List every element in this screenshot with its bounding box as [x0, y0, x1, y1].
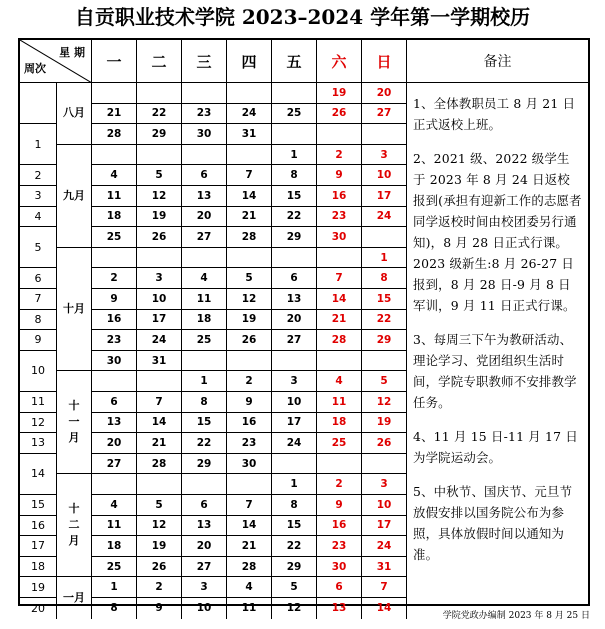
calendar-day: 19	[137, 536, 182, 557]
calendar-day: 19	[317, 83, 362, 104]
calendar-day: 29	[272, 557, 317, 578]
calendar-day: 7	[227, 495, 272, 516]
calendar-day: 14	[362, 598, 407, 619]
remark-item: 4、11 月 15 日-11 月 17 日为学院运动会。	[413, 429, 578, 466]
calendar-day: 15	[182, 413, 227, 434]
remark-item: 2、2021 级、2022 级学生于 2023 年 8 月 24 日返校报到(承担有迎新工作的志愿者同学返校时间由校团委另行通知)，8 月 28 日正式行课。2023 级新生:8 月 26-27 日报到，8 月 28 日-9 月 8 日军训，9 月 11 日正式行课。	[413, 151, 582, 314]
calendar-day: 8	[272, 495, 317, 516]
calendar-day: 22	[362, 310, 407, 331]
calendar-day	[182, 83, 227, 104]
calendar-day	[272, 248, 317, 269]
calendar-day: 12	[227, 289, 272, 310]
calendar-day: 4	[92, 495, 137, 516]
remark-item: 5、中秋节、国庆节、元旦节放假安排以国务院公布为参照，具体放假时间以通知为准。	[413, 484, 573, 563]
calendar-day: 9	[317, 495, 362, 516]
remarks-header: 备注	[407, 40, 588, 83]
week-number: 19	[20, 577, 57, 598]
calendar-day: 16	[317, 516, 362, 537]
calendar-day: 21	[92, 104, 137, 125]
calendar-day: 12	[362, 392, 407, 413]
week-number: 3	[20, 186, 57, 207]
calendar-day: 26	[362, 433, 407, 454]
page-title: 自贡职业技术学院 2023–2024 学年第一学期校历	[74, 5, 531, 29]
calendar-day: 28	[227, 557, 272, 578]
corner-weekday-label: 星 期	[59, 46, 85, 59]
calendar-day: 30	[227, 454, 272, 475]
calendar-day: 5	[137, 165, 182, 186]
calendar-day: 6	[317, 577, 362, 598]
weekday-header: 五	[272, 40, 317, 83]
calendar-day: 21	[227, 207, 272, 228]
calendar-day: 7	[317, 268, 362, 289]
week-number: 15	[20, 495, 57, 516]
calendar-day	[317, 124, 362, 145]
calendar-day: 14	[227, 516, 272, 537]
week-number: 14	[20, 454, 57, 495]
week-number: 12	[20, 413, 57, 434]
month-label: 十月	[57, 248, 92, 372]
week-number: 8	[20, 310, 57, 331]
calendar-day	[137, 145, 182, 166]
calendar-day: 15	[272, 186, 317, 207]
calendar-day: 23	[182, 104, 227, 125]
calendar-day: 8	[272, 165, 317, 186]
calendar-day: 3	[182, 577, 227, 598]
calendar-day: 26	[137, 557, 182, 578]
calendar-day: 24	[227, 104, 272, 125]
calendar-day: 19	[227, 310, 272, 331]
calendar-day: 1	[92, 577, 137, 598]
week-number: 1	[20, 124, 57, 165]
calendar-day: 25	[92, 227, 137, 248]
calendar-day: 27	[182, 557, 227, 578]
calendar-day: 11	[317, 392, 362, 413]
calendar-day: 17	[362, 186, 407, 207]
calendar-table	[18, 38, 590, 615]
calendar-day: 20	[92, 433, 137, 454]
calendar-day: 4	[92, 165, 137, 186]
calendar-day: 17	[137, 310, 182, 331]
calendar-day: 3	[362, 474, 407, 495]
calendar-day	[92, 371, 137, 392]
week-number: 2	[20, 165, 57, 186]
weekday-header: 四	[227, 40, 272, 83]
calendar-day: 12	[272, 598, 317, 619]
calendar-day: 23	[227, 433, 272, 454]
calendar-day: 30	[317, 227, 362, 248]
month-label: 九月	[57, 145, 92, 248]
calendar-day: 15	[272, 516, 317, 537]
calendar-day	[362, 124, 407, 145]
week-number: 16	[20, 516, 57, 537]
calendar-day: 23	[92, 330, 137, 351]
calendar-day	[227, 145, 272, 166]
calendar-day: 30	[92, 351, 137, 372]
calendar-day	[362, 351, 407, 372]
calendar-day: 7	[362, 577, 407, 598]
calendar-day	[317, 351, 362, 372]
calendar-day: 28	[317, 330, 362, 351]
calendar-day: 20	[182, 536, 227, 557]
calendar-day	[182, 145, 227, 166]
calendar-day: 5	[362, 371, 407, 392]
week-number: 11	[20, 392, 57, 413]
calendar-day	[137, 371, 182, 392]
calendar-day: 29	[182, 454, 227, 475]
weekday-header: 一	[92, 40, 137, 83]
calendar-day: 28	[92, 124, 137, 145]
calendar-day: 9	[227, 392, 272, 413]
calendar-day: 19	[137, 207, 182, 228]
calendar-day	[362, 227, 407, 248]
remark-item: 1、全体教职员工 8 月 21 日正式返校上班。	[413, 96, 576, 133]
calendar-day: 9	[317, 165, 362, 186]
calendar-day	[92, 145, 137, 166]
calendar-day: 28	[227, 227, 272, 248]
calendar-day: 6	[182, 165, 227, 186]
calendar-day	[137, 474, 182, 495]
weekday-header: 六	[317, 40, 362, 83]
calendar-day: 30	[317, 557, 362, 578]
calendar-day	[272, 124, 317, 145]
calendar-day: 8	[182, 392, 227, 413]
calendar-day: 18	[92, 536, 137, 557]
calendar-day: 20	[362, 83, 407, 104]
calendar-day: 14	[227, 186, 272, 207]
calendar-day	[137, 248, 182, 269]
calendar-day: 9	[92, 289, 137, 310]
calendar-day: 29	[362, 330, 407, 351]
calendar-day: 13	[182, 186, 227, 207]
calendar-day: 10	[272, 392, 317, 413]
calendar-day	[92, 83, 137, 104]
month-label: 十二月	[57, 474, 92, 577]
calendar-day: 19	[362, 413, 407, 434]
calendar-day	[92, 474, 137, 495]
calendar-day: 11	[92, 516, 137, 537]
calendar-day: 31	[137, 351, 182, 372]
calendar-day: 25	[92, 557, 137, 578]
calendar-day: 17	[272, 413, 317, 434]
calendar-day	[227, 351, 272, 372]
calendar-day	[182, 351, 227, 372]
calendar-day: 13	[182, 516, 227, 537]
calendar-day	[227, 474, 272, 495]
calendar-day: 3	[137, 268, 182, 289]
calendar-day: 26	[227, 330, 272, 351]
week-number: 6	[20, 268, 57, 289]
calendar-day: 22	[137, 104, 182, 125]
calendar-day: 18	[92, 207, 137, 228]
calendar-day: 2	[92, 268, 137, 289]
calendar-day: 18	[182, 310, 227, 331]
calendar-day: 25	[317, 433, 362, 454]
calendar-day: 9	[137, 598, 182, 619]
calendar-day: 3	[362, 145, 407, 166]
calendar-day: 7	[227, 165, 272, 186]
calendar-day: 2	[137, 577, 182, 598]
calendar-day: 29	[272, 227, 317, 248]
calendar-day: 26	[137, 227, 182, 248]
calendar-day: 6	[92, 392, 137, 413]
calendar-day: 2	[317, 474, 362, 495]
calendar-day: 14	[317, 289, 362, 310]
calendar-day: 29	[137, 124, 182, 145]
calendar-day: 13	[92, 413, 137, 434]
calendar-day: 11	[227, 598, 272, 619]
calendar-day: 21	[227, 536, 272, 557]
calendar-day: 24	[362, 207, 407, 228]
calendar-day	[317, 454, 362, 475]
week-number: 18	[20, 557, 57, 578]
week-number: 5	[20, 227, 57, 268]
calendar-day	[92, 248, 137, 269]
corner-week-label: 周次	[24, 62, 46, 75]
calendar-day: 1	[362, 248, 407, 269]
weekday-header: 日	[362, 40, 407, 83]
calendar-day: 1	[272, 145, 317, 166]
calendar-day: 24	[362, 536, 407, 557]
calendar-day	[272, 454, 317, 475]
calendar-day	[182, 248, 227, 269]
calendar-day: 14	[137, 413, 182, 434]
calendar-day	[272, 83, 317, 104]
calendar-day: 22	[272, 536, 317, 557]
calendar-day: 27	[92, 454, 137, 475]
calendar-day: 25	[272, 104, 317, 125]
calendar-day: 21	[317, 310, 362, 331]
calendar-day	[227, 83, 272, 104]
calendar-day: 13	[317, 598, 362, 619]
calendar-day: 7	[137, 392, 182, 413]
calendar-day: 11	[182, 289, 227, 310]
week-number: 7	[20, 289, 57, 310]
month-label: 八月	[57, 83, 92, 145]
calendar-day: 24	[137, 330, 182, 351]
calendar-day: 6	[182, 495, 227, 516]
calendar-day: 11	[92, 186, 137, 207]
calendar-day: 5	[272, 577, 317, 598]
calendar-day: 4	[317, 371, 362, 392]
month-label: 一月	[57, 577, 92, 618]
calendar-day: 25	[182, 330, 227, 351]
calendar-day: 8	[92, 598, 137, 619]
calendar-day: 16	[227, 413, 272, 434]
week-number: 4	[20, 207, 57, 228]
calendar-day: 2	[227, 371, 272, 392]
calendar-day	[182, 474, 227, 495]
calendar-day	[272, 351, 317, 372]
calendar-day: 5	[137, 495, 182, 516]
footer-note: 学院党政办编制 2023 年 8 月 25 日	[442, 611, 590, 621]
calendar-day: 15	[362, 289, 407, 310]
week-number: 20	[20, 598, 57, 619]
calendar-day: 27	[362, 104, 407, 125]
calendar-day: 13	[272, 289, 317, 310]
remark-item: 3、每周三下午为教研活动、理论学习、党团组织生活时间，学院专职教师不安排教学任务。	[413, 332, 577, 411]
calendar-day: 4	[182, 268, 227, 289]
calendar-day: 23	[317, 536, 362, 557]
calendar-day: 24	[272, 433, 317, 454]
calendar-day: 30	[182, 124, 227, 145]
calendar-day: 26	[317, 104, 362, 125]
weekday-header: 三	[182, 40, 227, 83]
calendar-day: 1	[182, 371, 227, 392]
calendar-day: 22	[272, 207, 317, 228]
calendar-day: 23	[317, 207, 362, 228]
calendar-day: 31	[227, 124, 272, 145]
week-number: 17	[20, 536, 57, 557]
week-number: 10	[20, 351, 57, 392]
calendar-day: 5	[227, 268, 272, 289]
month-label: 十一月	[57, 371, 92, 474]
calendar-day: 6	[272, 268, 317, 289]
calendar-day: 16	[92, 310, 137, 331]
calendar-day	[317, 248, 362, 269]
calendar-day: 21	[137, 433, 182, 454]
remarks-notes	[407, 87, 588, 623]
calendar-day: 12	[137, 516, 182, 537]
calendar-day: 2	[317, 145, 362, 166]
week-number: 13	[20, 433, 57, 454]
calendar-day: 10	[137, 289, 182, 310]
calendar-day: 10	[182, 598, 227, 619]
calendar-day: 18	[317, 413, 362, 434]
weekday-header: 二	[137, 40, 182, 83]
calendar-day: 3	[272, 371, 317, 392]
week-number	[20, 83, 57, 124]
calendar-day: 4	[227, 577, 272, 598]
calendar-day: 27	[182, 227, 227, 248]
calendar-day	[137, 83, 182, 104]
week-number: 9	[20, 330, 57, 351]
calendar-day: 16	[317, 186, 362, 207]
calendar-day: 20	[272, 310, 317, 331]
calendar-day: 12	[137, 186, 182, 207]
calendar-day: 31	[362, 557, 407, 578]
calendar-day: 10	[362, 495, 407, 516]
calendar-day: 1	[272, 474, 317, 495]
calendar-day	[227, 248, 272, 269]
calendar-day: 8	[362, 268, 407, 289]
corner-header	[20, 40, 92, 83]
calendar-day: 28	[137, 454, 182, 475]
calendar-day: 10	[362, 165, 407, 186]
calendar-day: 27	[272, 330, 317, 351]
calendar-day	[362, 454, 407, 475]
calendar-day: 17	[362, 516, 407, 537]
calendar-day: 20	[182, 207, 227, 228]
calendar-day: 22	[182, 433, 227, 454]
